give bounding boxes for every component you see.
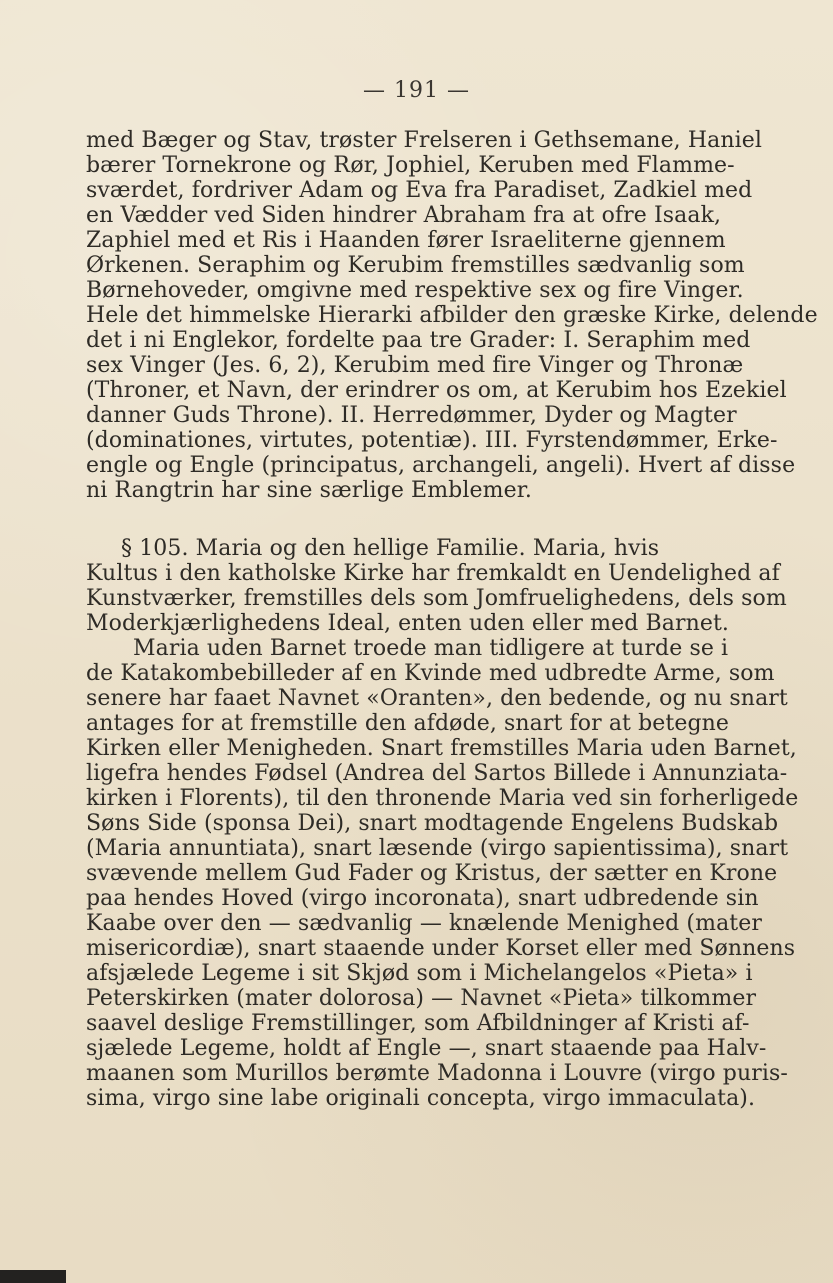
text-line: Hele det himmelske Hierarki afbilder den græske Kirke, delende	[86, 303, 818, 328]
paragraph-start-line: Maria uden Barnet troede man tidligere at turde se i	[133, 636, 729, 661]
text-line: ni Rangtrin har sine særlige Emblemer.	[86, 478, 532, 503]
text-line: de Katakombebilleder af en Kvinde med udbredte Arme, som	[86, 661, 775, 686]
bottom-edge-mark	[0, 1270, 66, 1283]
text-line: Kultus i den katholske Kirke har fremkaldt en Uendelighed af	[86, 561, 780, 586]
text-line: Kunstværker, fremstilles dels som Jomfruelighedens, dels som	[86, 586, 787, 611]
text-line: kirken i Florents), til den thronende Maria ved sin forherligede	[86, 786, 799, 811]
text-line: en Vædder ved Siden hindrer Abraham fra at ofre Isaak,	[86, 203, 722, 228]
text-line: Ørkenen. Seraphim og Kerubim fremstilles sædvanlig som	[86, 253, 745, 278]
section-heading-line: § 105. Maria og den hellige Familie. Maria, hvis	[121, 536, 660, 561]
text-line: antages for at fremstille den afdøde, snart for at betegne	[86, 711, 730, 736]
text-line: Kirken eller Menigheden. Snart fremstilles Maria uden Barnet,	[86, 736, 797, 761]
text-line: senere har faaet Navnet «Oranten», den bedende, og nu snart	[86, 686, 788, 711]
text-line: Zaphiel med et Ris i Haanden fører Israeliterne gjennem	[86, 228, 726, 253]
text-line: med Bæger og Stav, trøster Frelseren i Gethsemane, Haniel	[86, 128, 763, 153]
text-line: ligefra hendes Fødsel (Andrea del Sartos Billede i Annunziata-	[86, 761, 788, 786]
text-line: sjælede Legeme, holdt af Engle —, snart staaende paa Halv-	[86, 1036, 767, 1061]
text-line: (Throner, et Navn, der erindrer os om, at Kerubim hos Ezekiel	[86, 378, 787, 403]
text-line: Børnehoveder, omgivne med respektive sex og fire Vinger.	[86, 278, 744, 303]
text-line: Kaabe over den — sædvanlig — knælende Menighed (mater	[86, 911, 762, 936]
text-line: misericordiæ), snart staaende under Korset eller med Sønnens	[86, 936, 796, 961]
text-line: maanen som Murillos berømte Madonna i Louvre (virgo puris-	[86, 1061, 788, 1086]
text-line: saavel deslige Fremstillinger, som Afbildninger af Kristi af-	[86, 1011, 750, 1036]
text-line: engle og Engle (principatus, archangeli, angeli). Hvert af disse	[86, 453, 796, 478]
text-line: svævende mellem Gud Fader og Kristus, der sætter en Krone	[86, 861, 778, 886]
text-line: danner Guds Throne). II. Herredømmer, Dyder og Magter	[86, 403, 737, 428]
text-line: sex Vinger (Jes. 6, 2), Kerubim med fire Vinger og Thronæ	[86, 353, 744, 378]
text-line: sima, virgo sine labe originali concepta, virgo immaculata).	[86, 1086, 756, 1111]
page-number: — 191 —	[363, 78, 470, 103]
text-line: det i ni Englekor, fordelte paa tre Grader: I. Seraphim med	[86, 328, 751, 353]
text-line: sværdet, fordriver Adam og Eva fra Paradiset, Zadkiel med	[86, 178, 753, 203]
text-line: Søns Side (sponsa Dei), snart modtagende Engelens Budskab	[86, 811, 779, 836]
text-line: (dominationes, virtutes, potentiæ). III. Fyrstendømmer, Erke-	[86, 428, 778, 453]
text-line: Moderkjærlighedens Ideal, enten uden eller med Barnet.	[86, 611, 730, 636]
text-line: afsjælede Legeme i sit Skjød som i Michelangelos «Pieta» i	[86, 961, 753, 986]
text-line: Peterskirken (mater dolorosa) — Navnet «Pieta» tilkommer	[86, 986, 757, 1011]
text-line: (Maria annuntiata), snart læsende (virgo sapientissima), snart	[86, 836, 789, 861]
text-line: paa hendes Hoved (virgo incoronata), snart udbredende sin	[86, 886, 759, 911]
text-line: bærer Tornekrone og Rør, Jophiel, Keruben med Flamme-	[86, 153, 735, 178]
